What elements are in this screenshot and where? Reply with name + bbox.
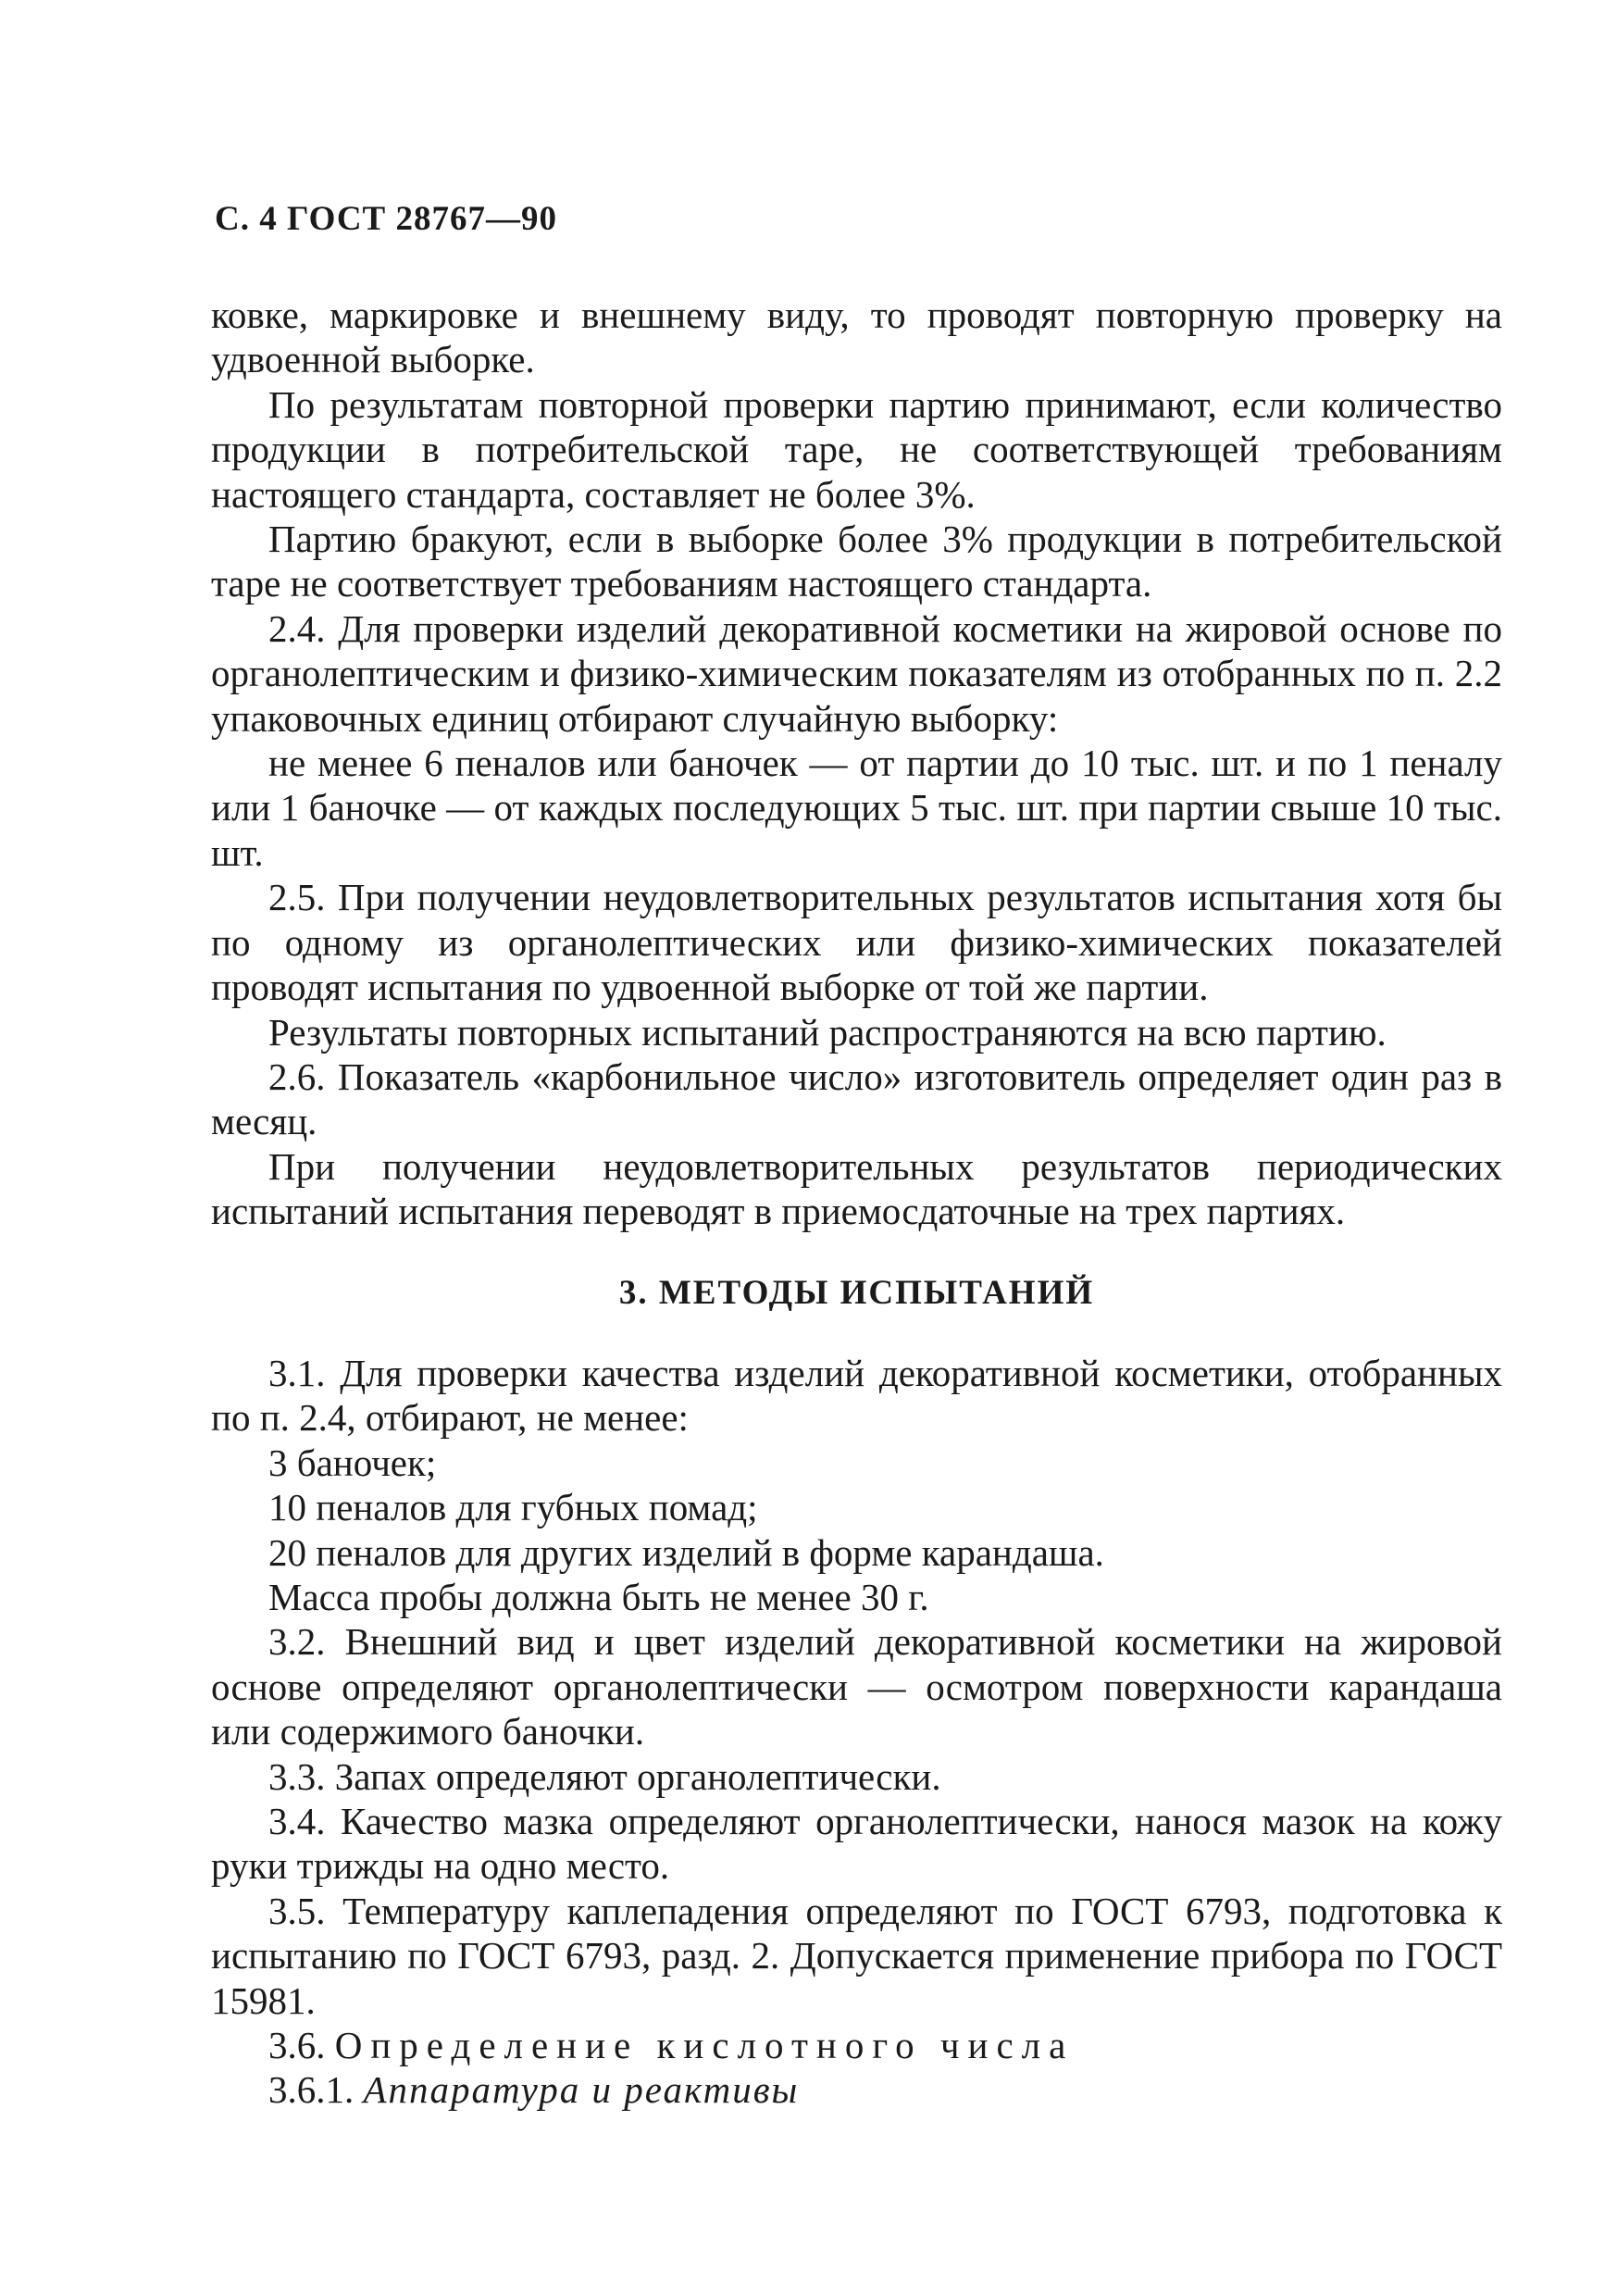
paragraph: 2.6. Показатель «карбонильное число» изготовитель определяет один раз в месяц. [211, 1054, 1502, 1143]
body-text [211, 293, 1502, 2113]
paragraph: 3.4. Качество мазка определяют органолептически, нанося мазок на кожу руки трижды на одно место. [211, 1800, 1502, 1888]
paragraph: не менее 6 пеналов или баночек — от партии до 10 тыс. шт. и по 1 пеналу или 1 баночке — от каждых последующих 5 тыс. шт. при партии свыше 10 тыс. шт. [211, 742, 1502, 874]
paragraph: 3.2. Внешний вид и цвет изделий декоративной косметики на жировой основе определяют органолептически — осмотром поверхности карандаша или содержимого баночки. [211, 1620, 1502, 1753]
list-item: 10 пеналов для губных помад; [268, 1486, 758, 1529]
paragraph: 3.5. Температуру каплепадения определяют по ГОСТ 6793, подготовка к испытанию по ГОСТ 6793, разд. 2. Допускается применение прибора по ГОСТ 15981. [211, 1889, 1502, 2022]
list-item: 3 баночек; [268, 1441, 437, 1484]
subsection-number: 3.6. [268, 2024, 326, 2067]
paragraph: ковке, маркировке и внешнему виду, то проводят повторную проверку на удвоенной выборке. [211, 293, 1502, 381]
list-item: 20 пеналов для других изделий в форме карандаша. [268, 1530, 1104, 1574]
subsection-title: Определение кислотного числа [334, 2024, 1075, 2067]
paragraph: 3.1. Для проверки качества изделий декоративной косметики, отобранных по п. 2.4, отбирают, не менее: [211, 1351, 1502, 1440]
subsubsection-heading [211, 2067, 1502, 2112]
subsubsection-number: 3.6.1. [268, 2068, 354, 2112]
section-title: 3. МЕТОДЫ ИСПЫТАНИЙ [618, 1273, 1095, 1312]
paragraph: Масса пробы должна быть не менее 30 г. [268, 1575, 929, 1618]
paragraph: 3.3. Запах определяют органолептически. [268, 1754, 941, 1798]
paragraph: Результаты повторных испытаний распространяются на всю партию. [268, 1010, 1387, 1054]
subsection-heading [211, 2023, 1502, 2067]
paragraph: При получении неудовлетворительных результатов периодических испытаний испытания переводят в приемосдаточные на трех партиях. [211, 1144, 1502, 1233]
paragraph: 2.4. Для проверки изделий декоративной косметики на жировой основе по органолептическим и физико-химическим показателям из отобранных по п. 2.2 упаковочных единиц отбирают случайную выборку: [211, 606, 1502, 740]
paragraph: 2.5. При получении неудовлетворительных результатов испытания хотя бы по одному из органолептических или физико-химических показателей проводят испытания по удвоенной выборке от той же партии. [211, 876, 1502, 1009]
page-header: С. 4 ГОСТ 28767—90 [215, 200, 557, 238]
subsubsection-title: Аппаратура и реактивы [363, 2068, 800, 2112]
paragraph: Партию бракуют, если в выборке более 3% продукции в потребительской таре не соответствует требованиям настоящего стандарта. [211, 518, 1502, 605]
paragraph: По результатам повторной проверки партию принимают, если количество продукции в потребительской таре, не соответствующей требованиям настоящего стандарта, составляет не более 3%. [211, 382, 1502, 516]
document-page [211, 199, 1502, 2113]
